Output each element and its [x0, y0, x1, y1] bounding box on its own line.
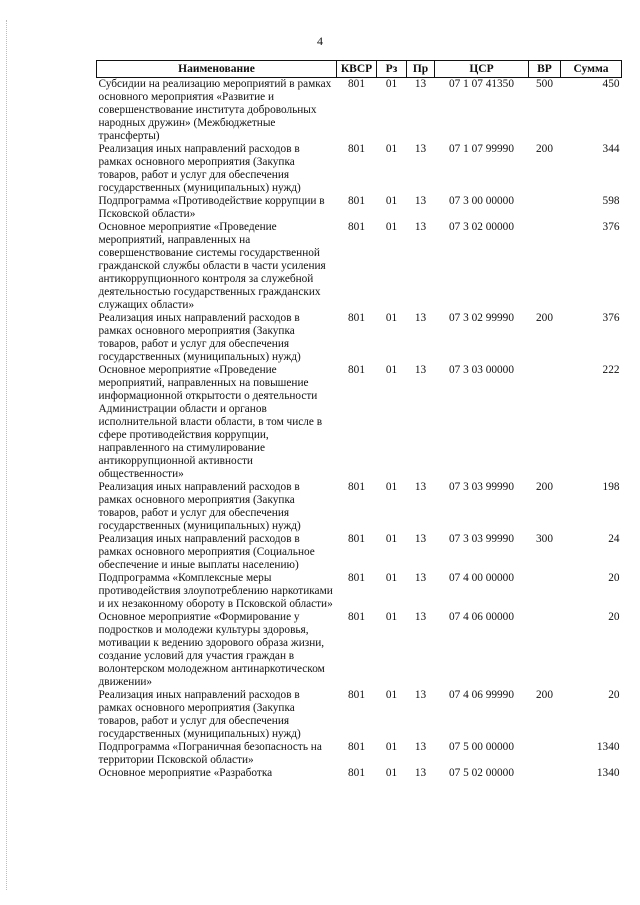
header-pr: Пр: [407, 61, 435, 78]
cell-vr: [529, 767, 561, 780]
cell-csr: 07 4 06 00000: [449, 611, 514, 623]
cell-csr: 07 3 03 00000: [449, 364, 514, 376]
cell-pr: 13: [414, 364, 427, 376]
cell-kvsr: 801: [348, 533, 365, 545]
header-rz: Рз: [377, 61, 407, 78]
cell-sum: 1340: [596, 767, 620, 779]
table-row: [97, 78, 622, 144]
table-row: [97, 741, 622, 767]
table-row: [97, 481, 622, 533]
cell-pr: 13: [414, 767, 427, 779]
cell-vr: [529, 221, 561, 312]
cell-vr: [529, 195, 561, 221]
cell-vr: [529, 741, 561, 767]
cell-vr: 200: [536, 312, 553, 324]
header-vr: ВР: [529, 61, 561, 78]
cell-name: Реализация иных направлений расходов в рамках основного мероприятия (Социальное обеспечение и иные выплаты населению): [98, 533, 315, 571]
cell-rz: 01: [385, 689, 398, 701]
cell-sum: 1340: [596, 741, 620, 753]
cell-rz: 01: [385, 533, 398, 545]
cell-kvsr: 801: [348, 364, 365, 376]
cell-rz: 01: [385, 741, 398, 753]
cell-rz: 01: [385, 767, 398, 779]
cell-rz: 01: [385, 143, 398, 155]
cell-csr: 07 3 00 00000: [449, 195, 514, 207]
table-row: [97, 195, 622, 221]
cell-pr: 13: [414, 741, 427, 753]
cell-pr: 13: [414, 611, 427, 623]
header-csr: ЦСР: [435, 61, 529, 78]
cell-sum: 20: [608, 611, 620, 623]
cell-rz: 01: [385, 221, 398, 233]
cell-kvsr: 801: [348, 741, 365, 753]
cell-name: Подпрограмма «Комплексные меры противодействия злоупотреблению наркотиками и их незаконному обороту в Псковской области»: [98, 572, 333, 610]
cell-kvsr: 801: [348, 611, 365, 623]
cell-pr: 13: [414, 312, 427, 324]
cell-name: Субсидии на реализацию мероприятий в рамках основного мероприятия «Развитие и совершенствование института добровольных народных дружин» (Межбюджетные трансферты): [98, 78, 332, 142]
cell-name: Реализация иных направлений расходов в рамках основного мероприятия (Закупка товаров, работ и услуг для обеспечения государственных (муниципальных) нужд): [98, 481, 301, 532]
table-header-row: [97, 61, 622, 78]
header-name: Наименование: [97, 61, 337, 78]
cell-rz: 01: [385, 364, 398, 376]
cell-csr: 07 1 07 99990: [449, 143, 514, 155]
cell-pr: 13: [414, 143, 427, 155]
cell-vr: [529, 364, 561, 481]
cell-name: Основное мероприятие «Проведение мероприятий, направленных на совершенствование системы государственной гражданской службы области в части усиления антикоррупционного контроля за служебной деятельностью государственных гражданских служащих области»: [98, 221, 326, 311]
cell-csr: 07 3 02 99990: [449, 312, 514, 324]
cell-sum: 450: [602, 78, 620, 90]
cell-name: Реализация иных направлений расходов в рамках основного мероприятия (Закупка товаров, работ и услуг для обеспечения государственных (муниципальных) нужд): [98, 689, 301, 740]
cell-kvsr: 801: [348, 143, 365, 155]
cell-kvsr: 801: [348, 312, 365, 324]
cell-rz: 01: [385, 481, 398, 493]
cell-rz: 01: [385, 611, 398, 623]
cell-pr: 13: [414, 689, 427, 701]
cell-csr: 07 3 02 00000: [449, 221, 514, 233]
cell-vr: [529, 611, 561, 689]
cell-csr: 07 4 00 00000: [449, 572, 514, 584]
cell-kvsr: 801: [348, 221, 365, 233]
cell-vr: 200: [536, 689, 553, 701]
cell-sum: 376: [602, 221, 620, 233]
cell-kvsr: 801: [348, 689, 365, 701]
header-sum: Сумма: [561, 61, 622, 78]
cell-rz: 01: [385, 572, 398, 584]
table-row: [97, 221, 622, 312]
cell-sum: 598: [602, 195, 620, 207]
cell-pr: 13: [414, 533, 427, 545]
page-number: 4: [317, 34, 323, 48]
cell-csr: 07 5 02 00000: [449, 767, 514, 779]
cell-name: Основное мероприятие «Разработка: [98, 767, 273, 779]
cell-name: Подпрограмма «Пограничная безопасность на территории Псковской области»: [98, 741, 322, 766]
table-row: [97, 767, 622, 780]
cell-sum: 222: [602, 364, 620, 376]
cell-rz: 01: [385, 195, 398, 207]
table-row: [97, 572, 622, 611]
cell-csr: 07 5 00 00000: [449, 741, 514, 753]
cell-vr: 200: [536, 481, 553, 493]
cell-csr: 07 3 03 99990: [449, 481, 514, 493]
cell-rz: 01: [385, 312, 398, 324]
cell-csr: 07 4 06 99990: [449, 689, 514, 701]
cell-sum: 376: [602, 312, 620, 324]
cell-kvsr: 801: [348, 767, 365, 779]
cell-sum: 344: [602, 143, 620, 155]
cell-vr: 200: [536, 143, 553, 155]
cell-csr: 07 3 03 99990: [449, 533, 514, 545]
cell-sum: 198: [602, 481, 620, 493]
scan-edge-marks: [6, 20, 9, 890]
table-row: [97, 312, 622, 364]
cell-name: Реализация иных направлений расходов в рамках основного мероприятия (Закупка товаров, работ и услуг для обеспечения государственных (муниципальных) нужд): [98, 312, 301, 363]
cell-pr: 13: [414, 572, 427, 584]
cell-sum: 24: [608, 533, 620, 545]
cell-kvsr: 801: [348, 572, 365, 584]
table-row: [97, 689, 622, 741]
cell-name: Основное мероприятие «Формирование у подростков и молодежи культуры здоровья, мотивации к ведению здорового образа жизни, создание условий для участия граждан в волонтерском молодежном антинаркотическом движении»: [98, 611, 325, 688]
cell-sum: 20: [608, 689, 620, 701]
cell-csr: 07 1 07 41350: [449, 78, 514, 90]
cell-name: Основное мероприятие «Проведение мероприятий, направленных на повышение информационной открытости о деятельности Администрации области и органов исполнительной власти области, в том числе в сфере противодействия коррупции, направленного на стимулирование антикоррупционной активности общественности»: [98, 364, 323, 480]
cell-pr: 13: [414, 78, 427, 90]
cell-pr: 13: [414, 221, 427, 233]
cell-vr: [529, 572, 561, 611]
cell-pr: 13: [414, 481, 427, 493]
cell-rz: 01: [385, 78, 398, 90]
table-row: [97, 533, 622, 572]
cell-kvsr: 801: [348, 481, 365, 493]
cell-pr: 13: [414, 195, 427, 207]
cell-vr: 300: [536, 533, 553, 545]
table-row: [97, 611, 622, 689]
budget-table: [96, 60, 622, 780]
cell-kvsr: 801: [348, 78, 365, 90]
header-kvsr: КВСР: [337, 61, 377, 78]
cell-vr: 500: [536, 78, 553, 90]
table-row: [97, 364, 622, 481]
table-row: [97, 143, 622, 195]
cell-name: Реализация иных направлений расходов в рамках основного мероприятия (Закупка товаров, работ и услуг для обеспечения государственных (муниципальных) нужд): [98, 143, 301, 194]
cell-name: Подпрограмма «Противодействие коррупции в Псковской области»: [98, 195, 325, 220]
cell-sum: 20: [608, 572, 620, 584]
cell-kvsr: 801: [348, 195, 365, 207]
